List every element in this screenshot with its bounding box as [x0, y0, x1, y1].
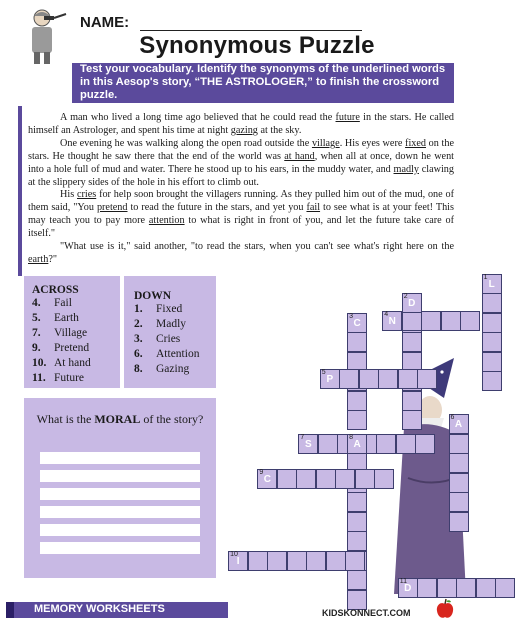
crossword-start-cell[interactable] — [402, 293, 422, 313]
crossword-cell[interactable] — [476, 578, 496, 598]
clue-number: 11. — [32, 372, 46, 384]
crossword-cell[interactable] — [482, 371, 502, 391]
cell-letter: D — [404, 583, 412, 595]
clue-number: 4. — [32, 297, 41, 309]
cell-number: 10 — [230, 550, 238, 558]
crossword-cell[interactable] — [482, 293, 502, 313]
moral-answer-line[interactable] — [40, 470, 200, 482]
crossword-cell[interactable] — [402, 410, 422, 430]
cell-letter: C — [263, 473, 271, 485]
crossword-start-cell[interactable] — [257, 469, 277, 489]
name-input-line[interactable] — [140, 30, 362, 31]
moral-answer-line[interactable] — [40, 524, 200, 536]
story-fragment: A man who lived a long time ago believed that he could read the — [60, 112, 336, 123]
crossword-cell[interactable] — [482, 332, 502, 352]
cell-number: 9 — [259, 468, 264, 476]
down-clue — [134, 362, 216, 377]
down-clues-panel — [124, 276, 216, 388]
story-fragment: , when all at once, down he went into a hole full of mud and water. There he stood up to his ears, in the muddy water, and — [28, 150, 454, 175]
crossword-cell[interactable] — [402, 391, 422, 411]
crossword-cell[interactable] — [460, 311, 480, 331]
crossword-cell[interactable] — [441, 311, 461, 331]
crossword-cell[interactable] — [347, 410, 367, 430]
down-heading: DOWN — [134, 290, 172, 302]
clue-word: Future — [54, 372, 85, 384]
crossword-cell[interactable] — [347, 391, 367, 411]
story-fragment: ?" — [48, 253, 58, 265]
story-fragment: clawing at the slippery sides of the hole in his effort to climb out. — [28, 163, 454, 188]
cell-letter: P — [326, 374, 334, 386]
side-decoration-bar — [18, 106, 22, 276]
cell-letter: A — [353, 438, 361, 450]
crossword-cell[interactable] — [267, 551, 287, 571]
down-clue — [134, 347, 216, 362]
crossword-cell[interactable] — [449, 434, 469, 454]
across-clue — [32, 326, 120, 341]
crossword-cell[interactable] — [347, 531, 367, 551]
clue-number: 1. — [134, 303, 143, 315]
cell-letter: I — [236, 555, 240, 567]
clue-number: 3. — [134, 333, 143, 345]
across-clue — [32, 356, 120, 371]
underlined-word: fail — [306, 202, 321, 214]
clue-number: 7. — [32, 327, 41, 339]
page-title: Synonymous Puzzle — [139, 32, 375, 59]
crossword-start-cell[interactable] — [347, 434, 367, 454]
cell-letter: D — [408, 298, 416, 310]
down-list — [134, 302, 216, 377]
name-label: NAME: — [80, 14, 130, 31]
story-paragraph — [28, 138, 454, 190]
across-clue — [32, 311, 120, 326]
underlined-word: gazing — [230, 124, 258, 136]
cell-letter: C — [353, 317, 361, 329]
clue-word: Gazing — [156, 363, 190, 375]
across-list — [32, 296, 120, 386]
clue-word: Attention — [156, 348, 200, 360]
moral-answer-line[interactable] — [40, 542, 200, 554]
crossword-start-cell[interactable] — [347, 313, 367, 333]
clue-number: 9. — [32, 342, 41, 354]
underlined-word: pretend — [96, 202, 128, 214]
underlined-word: attention — [148, 215, 185, 227]
underlined-word: madly — [393, 163, 419, 175]
cell-letter: N — [388, 315, 396, 327]
crossword-start-cell[interactable] — [382, 311, 402, 331]
cell-number: 3 — [349, 312, 353, 320]
story-fragment: "What use is it," said another, "to read the stars, when you can't see what's right here on the — [60, 241, 454, 253]
crossword-cell[interactable] — [347, 570, 367, 590]
crossword-cell[interactable] — [417, 369, 437, 389]
crossword-cell[interactable] — [347, 332, 367, 352]
crossword-cell[interactable] — [326, 551, 346, 571]
story-fragment: at the sky. — [257, 124, 302, 136]
clue-word: Cries — [156, 333, 181, 345]
crossword-cell[interactable] — [277, 469, 297, 489]
cell-number: 4 — [384, 310, 389, 318]
clue-word: Earth — [54, 312, 79, 324]
crossword-cell[interactable] — [402, 311, 422, 331]
crossword-start-cell[interactable] — [320, 369, 340, 389]
crossword-cell[interactable] — [296, 469, 316, 489]
crossword-cell[interactable] — [421, 311, 441, 331]
crossword-cell[interactable] — [482, 313, 502, 333]
moral-answer-line[interactable] — [40, 488, 200, 500]
crossword-cell[interactable] — [376, 434, 396, 454]
crossword-cell[interactable] — [449, 512, 469, 532]
underlined-word: future — [335, 112, 360, 123]
cell-letter: S — [305, 438, 312, 450]
underlined-word: earth — [28, 253, 49, 265]
footer-label: MEMORY WORKSHEETS — [34, 603, 165, 615]
crossword-cell[interactable] — [347, 492, 367, 512]
story-paragraph — [28, 189, 454, 241]
crossword-cell[interactable] — [339, 369, 359, 389]
crossword-cell[interactable] — [335, 469, 355, 489]
crossword-cell[interactable] — [355, 469, 375, 489]
crossword-cell[interactable] — [482, 352, 502, 372]
crossword-cell[interactable] — [378, 369, 398, 389]
across-heading: ACROSS — [32, 284, 79, 296]
across-clue — [32, 296, 120, 311]
moral-answer-line[interactable] — [40, 452, 200, 464]
crossword-cell[interactable] — [359, 369, 379, 389]
story-fragment: One evening he was walking along the open road outside the — [60, 137, 312, 149]
story-fragment: for help soon brought the villagers running. As they pulled him out of the mud, one of them said, "You — [28, 189, 454, 214]
cell-number: 8 — [349, 433, 353, 441]
story-text — [28, 112, 454, 267]
clue-number: 10. — [32, 357, 47, 369]
story-fragment: on the stars. He thought he saw there that the end of the world was — [28, 137, 454, 162]
crossword-cell[interactable] — [306, 551, 326, 571]
clue-word: Madly — [156, 318, 187, 330]
moral-answer-line[interactable] — [40, 506, 200, 518]
down-clue — [134, 302, 216, 317]
crossword-cell[interactable] — [398, 369, 418, 389]
story-fragment: to what is right in front of you, and let the future take care of itself." — [28, 215, 454, 240]
crossword-start-cell[interactable] — [298, 434, 318, 454]
crossword-cell[interactable] — [248, 551, 268, 571]
crossword-cell[interactable] — [396, 434, 416, 454]
cell-letter: A — [454, 419, 463, 431]
crossword-start-cell[interactable] — [398, 578, 418, 598]
across-clue — [32, 341, 120, 356]
underlined-word: village — [311, 137, 340, 149]
cell-number: 11 — [399, 578, 408, 586]
crossword-start-cell[interactable] — [228, 551, 248, 571]
story-paragraph — [28, 112, 454, 138]
crossword-cell[interactable] — [347, 590, 367, 610]
crossword-cell[interactable] — [495, 578, 515, 598]
clue-number: 8. — [134, 363, 143, 375]
across-clues-panel — [24, 276, 120, 388]
instructions-text: Test your vocabulary. Identify the synonyms of the underlined words in this Aesop's story, “THE ASTROLOGER,” to finish the crossword puzzle. — [80, 63, 446, 101]
down-clue — [134, 317, 216, 332]
crossword-start-cell[interactable] — [482, 274, 502, 294]
clue-number: 2. — [134, 318, 143, 330]
crossword-cell[interactable] — [287, 551, 307, 571]
crossword-cell[interactable] — [347, 512, 367, 532]
crossword-cell[interactable] — [449, 453, 469, 473]
clue-word: At hand — [54, 357, 91, 369]
story-fragment: His — [60, 189, 77, 201]
cell-letter: L — [488, 278, 495, 290]
crossword-cell[interactable] — [449, 492, 469, 512]
clue-word: Fail — [54, 297, 72, 309]
crossword-cell[interactable] — [345, 551, 365, 571]
crossword-cell[interactable] — [402, 332, 422, 352]
crossword-cell[interactable] — [415, 434, 435, 454]
moral-question: What is the MORAL of the story? — [36, 412, 204, 426]
clue-number: 6. — [134, 348, 143, 360]
down-clue — [134, 332, 216, 347]
crossword-cell[interactable] — [316, 469, 336, 489]
crossword-cell[interactable] — [437, 578, 457, 598]
clue-word: Pretend — [54, 342, 90, 354]
story-fragment: to read the future in the stars, and yet you — [127, 202, 307, 214]
story-paragraph — [28, 241, 454, 267]
underlined-word: fixed — [405, 137, 426, 149]
clue-number: 5. — [32, 312, 41, 324]
crossword-grid — [224, 268, 495, 595]
story-fragment: to see what is at your feet! This may teach you to pay more — [28, 202, 454, 227]
apple-icon — [436, 598, 454, 620]
cell-number: 1 — [483, 273, 488, 281]
story-fragment: . His eyes were — [339, 137, 406, 149]
clue-word: Fixed — [156, 303, 183, 315]
cell-number: 6 — [450, 414, 455, 422]
cell-number: 2 — [403, 293, 408, 301]
crossword-cell[interactable] — [449, 473, 469, 493]
crossword-cell[interactable] — [417, 578, 437, 598]
cell-number: 7 — [300, 433, 305, 441]
underlined-word: cries — [77, 189, 97, 201]
clue-word: Village — [54, 327, 88, 339]
across-clue — [32, 371, 120, 386]
crossword-start-cell[interactable] — [449, 414, 469, 434]
story-fragment: in the stars. He called himself an Astrologer, and spent his time at night — [28, 112, 454, 136]
crossword-cell[interactable] — [318, 434, 338, 454]
cell-number: 5 — [321, 369, 326, 377]
underlined-word: at hand — [284, 150, 315, 162]
crossword-cell[interactable] — [456, 578, 476, 598]
crossword-cell[interactable] — [374, 469, 394, 489]
site-name: KIDSKONNECT.COM — [322, 608, 411, 618]
